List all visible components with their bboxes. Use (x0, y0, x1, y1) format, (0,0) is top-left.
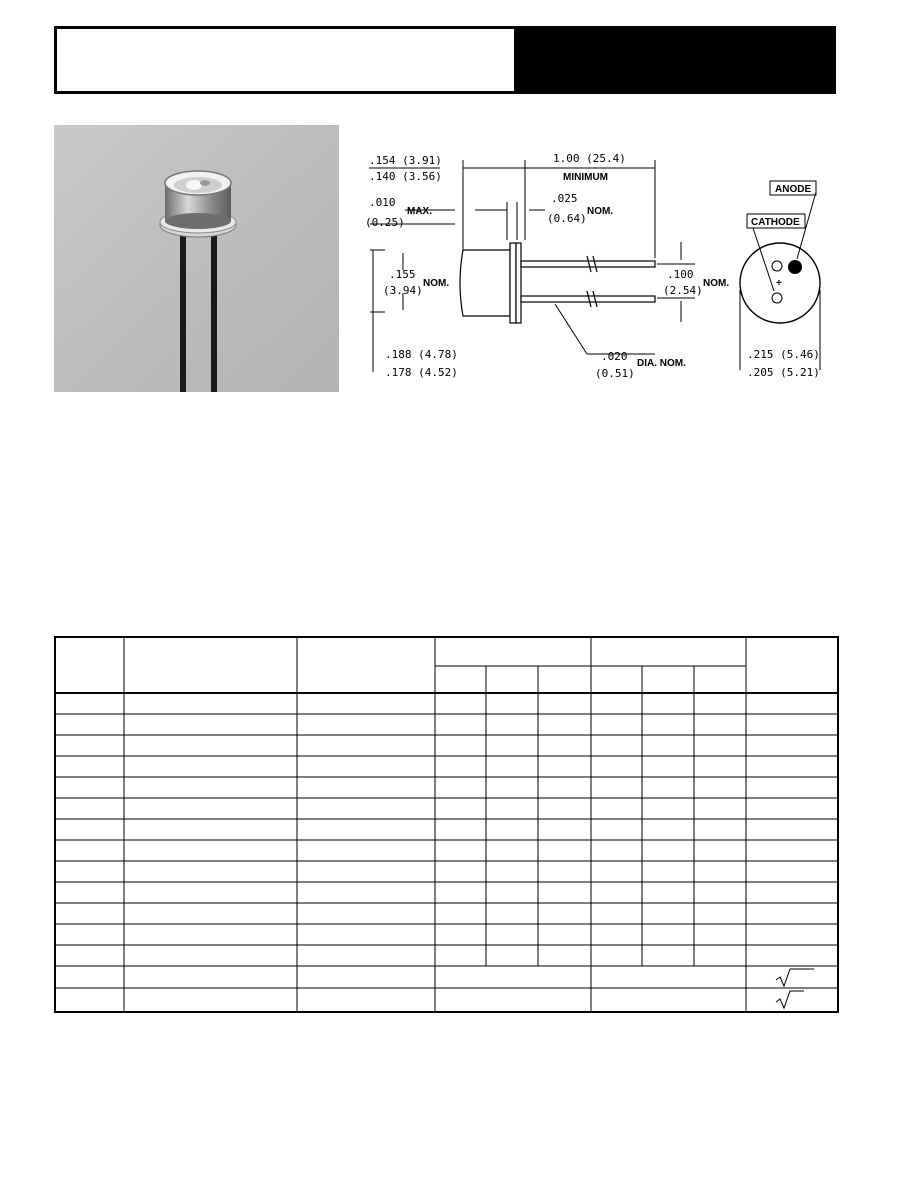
polarity-plus: + (776, 278, 782, 289)
dim-lead-length: 1.00 (25.4) (553, 152, 626, 165)
dim-cap-note: NOM. (423, 278, 450, 289)
product-photo (54, 125, 339, 392)
dim-flange-mm: (0.25) (365, 216, 405, 229)
outline-drawing (355, 140, 845, 390)
spec-table (54, 636, 839, 1013)
dim-pitch-inch: .100 (667, 268, 694, 281)
dim-lead-dia-inch: .020 (601, 350, 628, 363)
dim-body-bottom: .178 (4.52) (385, 366, 458, 379)
dim-pitch-mm: (2.54) (663, 284, 703, 297)
cathode-label: CATHODE (751, 217, 800, 228)
dim-cap-inch: .155 (389, 268, 416, 281)
header-title-block (514, 26, 836, 94)
dim-cap-mm: (3.94) (383, 284, 423, 297)
dim-length-top: .154 (3.91) (369, 154, 442, 167)
dim-rim-mm: (0.64) (547, 212, 587, 225)
dim-lead-dia-note: DIA. NOM. (637, 358, 686, 369)
dim-rim-note: NOM. (587, 206, 614, 217)
dim-lead-minimum: MINIMUM (563, 172, 608, 183)
dim-lead-dia-mm: (0.51) (595, 367, 635, 380)
dim-flange-dia-bottom: .205 (5.21) (747, 366, 820, 379)
dim-rim-inch: .025 (551, 192, 578, 205)
dim-flange-note: MAX. (407, 206, 432, 217)
dim-body-top: .188 (4.78) (385, 348, 458, 361)
dim-pitch-note: NOM. (703, 278, 730, 289)
dim-flange-dia-top: .215 (5.46) (747, 348, 820, 361)
dim-length-bottom: .140 (3.56) (369, 170, 442, 183)
anode-label: ANODE (775, 184, 812, 195)
dim-flange-inch: .010 (369, 196, 396, 209)
